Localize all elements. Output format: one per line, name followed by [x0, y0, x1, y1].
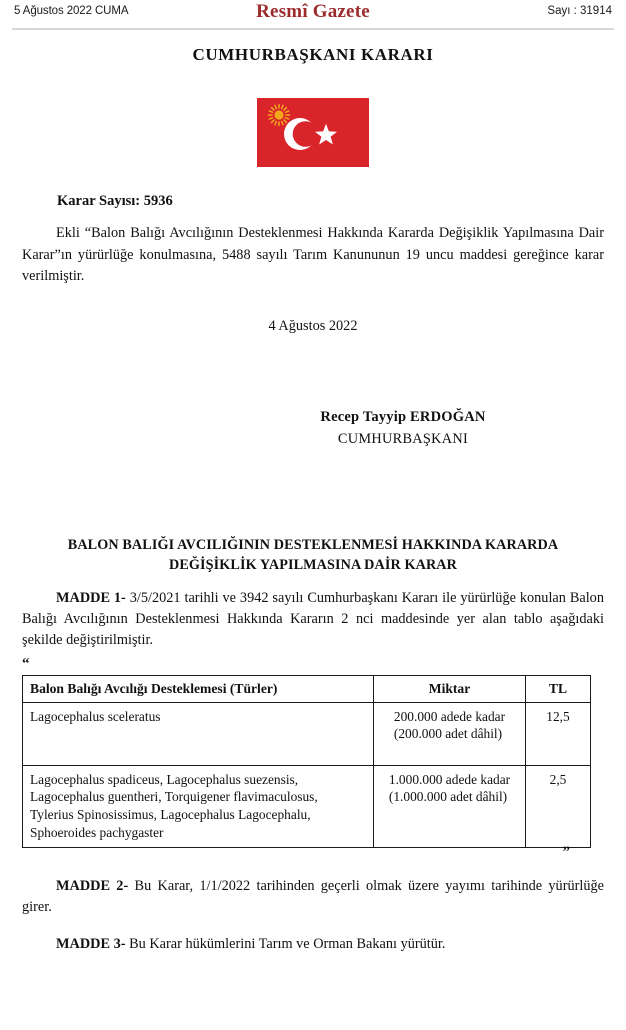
- flag-container: [22, 98, 604, 167]
- species-line-4: Sphoeroides pachygaster: [30, 824, 164, 840]
- decree-heading-line-1: BALON BALIĞI AVCILIĞININ DESTEKLENMESİ HAKKINDA KARARDA: [67, 537, 559, 554]
- document-page: [0, 33, 626, 956]
- table-cell-amount: [374, 765, 526, 847]
- table-cell-tl: 2,5: [526, 765, 591, 847]
- decision-number: Karar Sayısı: 5936: [57, 193, 173, 209]
- decree-heading: [22, 536, 604, 575]
- masthead-title: Resmî Gazete: [256, 1, 370, 22]
- species-line-1: Lagocephalus spadiceus, Lagocephalus suezensis,: [30, 771, 299, 787]
- species-line-3: Tylerius Spinosissimus, Lagocephalus Lagocephalu,: [30, 807, 311, 823]
- signatory-role: CUMHURBAŞKANI: [337, 430, 469, 447]
- amount-line-2: (200.000 adet dâhil): [393, 726, 503, 742]
- article-1-label: MADDE 1-: [56, 589, 126, 606]
- table-header-amount: Miktar: [374, 675, 526, 702]
- document-title: CUMHURBAŞKANI KARARI: [192, 45, 434, 64]
- table-row: [23, 765, 591, 847]
- preamble-paragraph: Ekli “Balon Balığı Avcılığının Desteklenmesi Hakkında Kararda Değişiklik Yapılmasına Dair Karar”ın yürürlüğe konulmasına, 5488 sayılı Tarım Kanununun 19 uncu maddesi gereğince karar verilmiştir.: [22, 225, 604, 285]
- signatory-name: Recep Tayyip ERDOĞAN: [320, 409, 486, 426]
- flag-svg: [257, 98, 369, 167]
- decision-date: 4 Ağustos 2022: [268, 318, 358, 335]
- presidential-sun-emblem: [269, 105, 290, 126]
- article-3-text: Bu Karar hükümlerini Tarım ve Orman Bakanı yürütür.: [125, 936, 446, 953]
- article-1-text: 3/5/2021 tarihli ve 3942 sayılı Cumhurbaşkanı Kararı ile yürürlüğe konulan Balon Balığı Avcılığının Desteklenmesi Hakkında Kararın 2 nci maddesinde yer alan tablo aşağıdaki şekilde değiştirilmiştir.: [22, 589, 604, 649]
- quote-open-mark: “: [22, 655, 30, 672]
- table-header-tl: TL: [526, 675, 591, 702]
- masthead-issue-number: Sayı : 31914: [547, 5, 612, 17]
- article-2: [22, 876, 604, 919]
- table-header-species: Balon Balığı Avcılığı Desteklemesi (Türler): [23, 675, 374, 702]
- table-cell-tl: 12,5: [526, 702, 591, 765]
- article-1: [22, 588, 604, 652]
- table-row: [23, 702, 591, 765]
- masthead-divider: [12, 28, 614, 30]
- table-cell-species: Lagocephalus sceleratus: [23, 702, 374, 765]
- amount-line-2: (1.000.000 adet dâhil): [388, 789, 508, 805]
- masthead-date: 5 Ağustos 2022 CUMA: [14, 5, 129, 17]
- table-cell-species: [23, 765, 374, 847]
- turkish-flag-icon: [257, 98, 369, 167]
- species-line-2: Lagocephalus guentheri, Torquigener flavimaculosus,: [30, 789, 318, 805]
- quote-close-mark: ”: [562, 843, 570, 860]
- decree-heading-line-2: DEĞİŞİKLİK YAPILMASINA DAİR KARAR: [168, 556, 458, 573]
- article-3: [22, 934, 604, 955]
- amount-line-1: 200.000 adede kadar: [393, 708, 506, 724]
- table-header-row: [23, 675, 591, 702]
- table-cell-amount: [374, 702, 526, 765]
- signature-block: [22, 407, 604, 450]
- article-2-label: MADDE 2-: [56, 877, 129, 894]
- support-rates-table: [22, 675, 591, 848]
- article-3-label: MADDE 3-: [56, 936, 126, 953]
- article-2-text: Bu Karar, 1/1/2022 tarihinden geçerli olmak üzere yayımı tarihinde yürürlüğe girer.: [22, 877, 604, 915]
- amount-line-1: 1.000.000 adede kadar: [388, 771, 511, 787]
- gazette-masthead: [0, 0, 626, 27]
